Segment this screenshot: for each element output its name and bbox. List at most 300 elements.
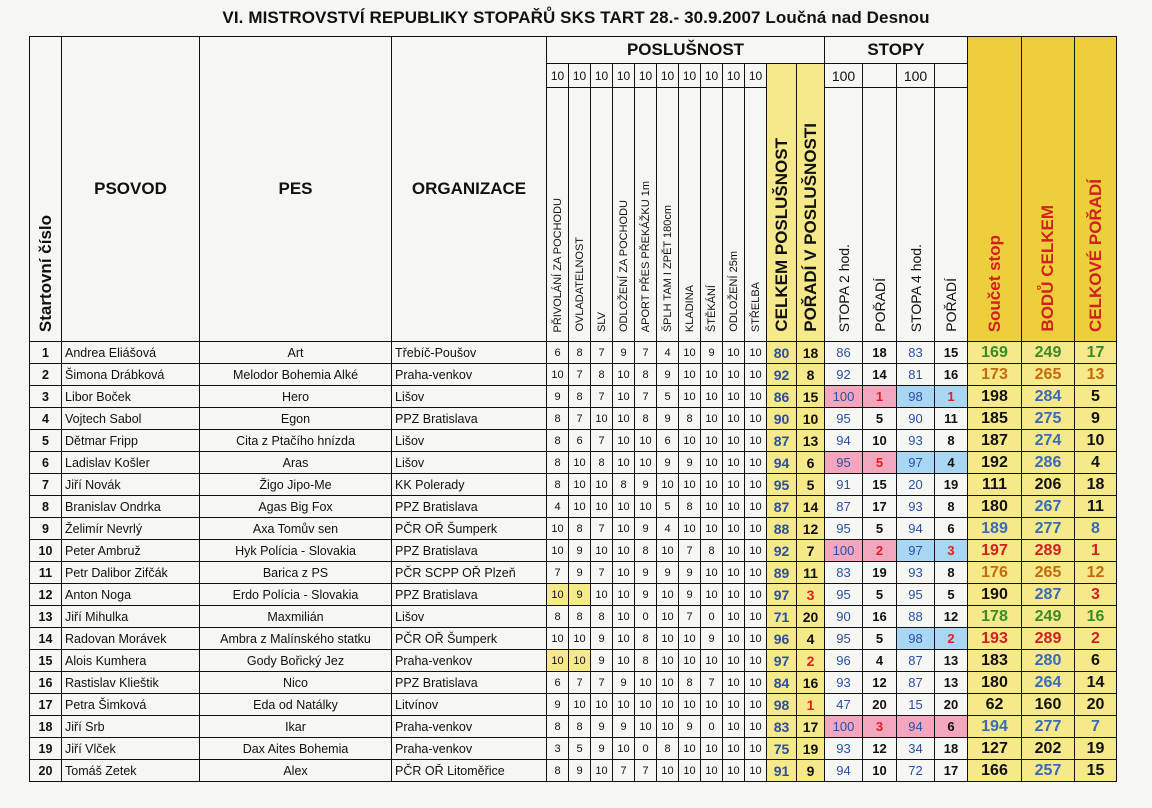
dog-cell: Ambra z Malínského statku (200, 628, 392, 650)
points-total-cell: 206 (1022, 474, 1075, 496)
track4-score-cell: 87 (897, 650, 935, 672)
points-total-cell: 280 (1022, 650, 1075, 672)
obedience-score-cell: 10 (745, 452, 767, 474)
obedience-score-cell: 7 (569, 408, 591, 430)
track4-score-cell: 87 (897, 672, 935, 694)
obedience-score-cell: 10 (745, 738, 767, 760)
points-total-cell: 277 (1022, 518, 1075, 540)
obedience-score-cell: 10 (613, 606, 635, 628)
obedience-score-cell: 10 (745, 518, 767, 540)
track4-score-cell: 93 (897, 496, 935, 518)
org-cell: PPZ Bratislava (392, 496, 547, 518)
obedience-score-cell: 9 (569, 584, 591, 606)
table-row (30, 628, 1117, 650)
org-cell: PČR SCPP OŘ Plzeň (392, 562, 547, 584)
table-row (30, 496, 1117, 518)
obedience-score-cell: 10 (723, 760, 745, 782)
obedience-score-cell: 10 (613, 452, 635, 474)
obedience-score-cell: 9 (547, 386, 569, 408)
obedience-score-cell: 10 (723, 496, 745, 518)
obedience-score-cell: 10 (657, 584, 679, 606)
obedience-score-cell: 10 (547, 584, 569, 606)
handler-cell: Petr Dalibor Zifčák (62, 562, 200, 584)
table-row (30, 408, 1117, 430)
obedience-score-cell: 5 (657, 386, 679, 408)
obedience-score-cell: 9 (657, 562, 679, 584)
obedience-score-cell: 10 (745, 628, 767, 650)
obedience-score-cell: 8 (569, 342, 591, 364)
obedience-score-cell: 10 (723, 738, 745, 760)
obedience-score-cell: 7 (679, 606, 701, 628)
handler-cell: Jiří Novák (62, 474, 200, 496)
obedience-score-cell: 8 (591, 452, 613, 474)
col-header-obedience-total: CELKEM POSLUŠNOST (767, 64, 797, 342)
col-header-points-total: BODŮ CELKEM (1022, 37, 1075, 342)
obedience-score-cell: 9 (679, 562, 701, 584)
obedience-score-cell: 7 (635, 760, 657, 782)
obedience-score-cell: 10 (745, 342, 767, 364)
org-cell: PČR OŘ Litoměřice (392, 760, 547, 782)
obedience-rank-cell: 11 (797, 562, 825, 584)
obedience-score-cell: 9 (569, 562, 591, 584)
table-row (30, 650, 1117, 672)
tracks-sum-cell: 189 (968, 518, 1022, 540)
obedience-score-cell: 10 (613, 628, 635, 650)
overall-rank-cell: 10 (1075, 430, 1117, 452)
start-number-cell: 19 (30, 738, 62, 760)
obedience-score-cell: 10 (723, 694, 745, 716)
track2-rank-cell: 5 (863, 452, 897, 474)
obedience-rank-cell: 2 (797, 650, 825, 672)
obedience-score-cell: 10 (547, 650, 569, 672)
tracks-sum-cell: 173 (968, 364, 1022, 386)
obedience-score-cell: 10 (723, 430, 745, 452)
col-header-org: ORGANIZACE (392, 37, 547, 342)
obedience-score-cell: 10 (701, 562, 723, 584)
handler-cell: Ladislav Košler (62, 452, 200, 474)
start-number-cell: 11 (30, 562, 62, 584)
obedience-score-cell: 10 (613, 496, 635, 518)
obedience-score-cell: 10 (723, 628, 745, 650)
track2-rank-cell: 3 (863, 716, 897, 738)
obedience-score-cell: 10 (591, 694, 613, 716)
obedience-max: 10 (635, 64, 657, 88)
track4-rank-cell: 8 (935, 496, 968, 518)
dog-cell: Egon (200, 408, 392, 430)
obedience-total-cell: 94 (767, 452, 797, 474)
overall-rank-cell: 11 (1075, 496, 1117, 518)
dog-cell: Cita z Ptačího hnízda (200, 430, 392, 452)
table-row (30, 562, 1117, 584)
obedience-score-cell: 10 (701, 584, 723, 606)
obedience-score-cell: 9 (569, 760, 591, 782)
dog-cell: Gody Bořický Jez (200, 650, 392, 672)
obedience-score-cell: 10 (701, 650, 723, 672)
track4-rank-cell: 16 (935, 364, 968, 386)
org-cell: PPZ Bratislava (392, 584, 547, 606)
table-row (30, 584, 1117, 606)
obedience-score-cell: 10 (635, 716, 657, 738)
points-total-cell: 287 (1022, 584, 1075, 606)
points-total-cell: 275 (1022, 408, 1075, 430)
obedience-score-cell: 10 (745, 584, 767, 606)
points-total-cell: 265 (1022, 364, 1075, 386)
org-cell: Lišov (392, 452, 547, 474)
org-cell: Praha-venkov (392, 650, 547, 672)
dog-cell: Barica z PS (200, 562, 392, 584)
start-number-cell: 1 (30, 342, 62, 364)
obedience-score-cell: 10 (723, 518, 745, 540)
obedience-score-cell: 8 (635, 408, 657, 430)
results-table (29, 36, 1117, 782)
col-header-overall-rank: CELKOVÉ POŘADÍ (1075, 37, 1117, 342)
org-cell: Lišov (392, 386, 547, 408)
obedience-total-cell: 87 (767, 496, 797, 518)
obedience-rank-cell: 14 (797, 496, 825, 518)
overall-rank-cell: 7 (1075, 716, 1117, 738)
table-row (30, 716, 1117, 738)
obedience-score-cell: 10 (569, 496, 591, 518)
obedience-total-cell: 97 (767, 650, 797, 672)
obedience-score-cell: 8 (569, 518, 591, 540)
obedience-score-cell: 10 (745, 540, 767, 562)
points-total-cell: 289 (1022, 628, 1075, 650)
dog-cell: Eda od Natálky (200, 694, 392, 716)
obedience-score-cell: 9 (613, 342, 635, 364)
table-row (30, 474, 1117, 496)
tracks-sum-cell: 166 (968, 760, 1022, 782)
handler-cell: Jiří Srb (62, 716, 200, 738)
obedience-max: 10 (547, 64, 569, 88)
obedience-score-cell: 10 (723, 650, 745, 672)
obedience-score-cell: 8 (547, 474, 569, 496)
tracks-sum-cell: 185 (968, 408, 1022, 430)
table-row (30, 342, 1117, 364)
obedience-total-cell: 92 (767, 364, 797, 386)
points-total-cell: 267 (1022, 496, 1075, 518)
obedience-score-cell: 10 (569, 474, 591, 496)
obedience-score-cell: 10 (635, 452, 657, 474)
overall-rank-cell: 12 (1075, 562, 1117, 584)
obedience-score-cell: 10 (679, 474, 701, 496)
obedience-score-cell: 10 (657, 672, 679, 694)
org-cell: Praha-venkov (392, 716, 547, 738)
org-cell: Třebíč-Poušov (392, 342, 547, 364)
obedience-score-cell: 10 (613, 562, 635, 584)
obedience-score-cell: 10 (613, 584, 635, 606)
tracks-sum-cell: 198 (968, 386, 1022, 408)
obedience-total-cell: 97 (767, 584, 797, 606)
obedience-score-cell: 10 (679, 386, 701, 408)
obedience-total-cell: 80 (767, 342, 797, 364)
obedience-score-cell: 10 (745, 364, 767, 386)
handler-cell: Šimona Drábková (62, 364, 200, 386)
tracks-sum-cell: 183 (968, 650, 1022, 672)
track4-score-cell: 88 (897, 606, 935, 628)
overall-rank-cell: 8 (1075, 518, 1117, 540)
track2-rank-cell: 4 (863, 650, 897, 672)
obedience-score-cell: 10 (657, 650, 679, 672)
obedience-total-cell: 89 (767, 562, 797, 584)
obedience-score-cell: 10 (723, 716, 745, 738)
overall-rank-cell: 6 (1075, 650, 1117, 672)
org-cell: Litvínov (392, 694, 547, 716)
track4-score-cell: 98 (897, 386, 935, 408)
track4-score-cell: 90 (897, 408, 935, 430)
handler-cell: Jiří Vlček (62, 738, 200, 760)
obedience-score-cell: 10 (657, 540, 679, 562)
col-header-track2-rank: POŘADÍ (863, 88, 897, 342)
obedience-score-cell: 8 (591, 606, 613, 628)
obedience-score-cell: 10 (723, 342, 745, 364)
track4-score-cell: 83 (897, 342, 935, 364)
handler-cell: Libor Boček (62, 386, 200, 408)
start-number-cell: 3 (30, 386, 62, 408)
col-header-ob-2: OVLADATELNOST (569, 88, 591, 342)
track4-max-spacer (935, 64, 968, 88)
track2-score-cell: 90 (825, 606, 863, 628)
obedience-score-cell: 10 (657, 760, 679, 782)
tracks-sum-cell: 190 (968, 584, 1022, 606)
col-header-ob-10: STŘELBA (745, 88, 767, 342)
obedience-score-cell: 0 (701, 606, 723, 628)
start-number-cell: 9 (30, 518, 62, 540)
track4-rank-cell: 4 (935, 452, 968, 474)
points-total-cell: 202 (1022, 738, 1075, 760)
start-number-cell: 13 (30, 606, 62, 628)
obedience-score-cell: 10 (613, 694, 635, 716)
obedience-total-cell: 83 (767, 716, 797, 738)
obedience-max: 10 (723, 64, 745, 88)
obedience-score-cell: 10 (745, 562, 767, 584)
obedience-score-cell: 9 (635, 562, 657, 584)
table-row (30, 386, 1117, 408)
col-header-ob-8: ŠTĚKÁNÍ (701, 88, 723, 342)
obedience-score-cell: 7 (635, 386, 657, 408)
dog-cell: Nico (200, 672, 392, 694)
obedience-score-cell: 10 (701, 760, 723, 782)
dog-cell: Art (200, 342, 392, 364)
track4-rank-cell: 1 (935, 386, 968, 408)
obedience-score-cell: 10 (679, 738, 701, 760)
obedience-score-cell: 9 (635, 474, 657, 496)
points-total-cell: 277 (1022, 716, 1075, 738)
dog-cell: Žigo Jipo-Me (200, 474, 392, 496)
track2-score-cell: 100 (825, 540, 863, 562)
obedience-score-cell: 10 (613, 650, 635, 672)
points-total-cell: 257 (1022, 760, 1075, 782)
track2-max: 100 (825, 64, 863, 88)
points-total-cell: 289 (1022, 540, 1075, 562)
points-total-cell: 249 (1022, 606, 1075, 628)
dog-cell: Alex (200, 760, 392, 782)
obedience-score-cell: 6 (569, 430, 591, 452)
obedience-score-cell: 8 (547, 716, 569, 738)
track4-rank-cell: 13 (935, 650, 968, 672)
col-header-track2: STOPA 2 hod. (825, 88, 863, 342)
obedience-score-cell: 10 (679, 430, 701, 452)
track2-score-cell: 95 (825, 518, 863, 540)
obedience-total-cell: 84 (767, 672, 797, 694)
obedience-score-cell: 10 (657, 474, 679, 496)
overall-rank-cell: 18 (1075, 474, 1117, 496)
overall-rank-cell: 20 (1075, 694, 1117, 716)
obedience-score-cell: 7 (591, 518, 613, 540)
obedience-rank-cell: 13 (797, 430, 825, 452)
obedience-score-cell: 8 (547, 430, 569, 452)
table-row (30, 672, 1117, 694)
track4-rank-cell: 18 (935, 738, 968, 760)
obedience-score-cell: 10 (723, 606, 745, 628)
start-number-cell: 10 (30, 540, 62, 562)
track4-rank-cell: 15 (935, 342, 968, 364)
obedience-rank-cell: 9 (797, 760, 825, 782)
track4-score-cell: 95 (897, 584, 935, 606)
track4-rank-cell: 19 (935, 474, 968, 496)
track2-score-cell: 87 (825, 496, 863, 518)
tracks-sum-cell: 180 (968, 496, 1022, 518)
table-row (30, 364, 1117, 386)
track2-score-cell: 95 (825, 408, 863, 430)
obedience-score-cell: 10 (701, 386, 723, 408)
obedience-score-cell: 9 (657, 364, 679, 386)
track4-score-cell: 98 (897, 628, 935, 650)
org-cell: Lišov (392, 430, 547, 452)
col-header-tracks-sum: Součet stop (968, 37, 1022, 342)
obedience-score-cell: 10 (679, 694, 701, 716)
org-cell: PČR OŘ Šumperk (392, 518, 547, 540)
obedience-score-cell: 10 (547, 540, 569, 562)
group-header-tracks: STOPY (825, 37, 968, 64)
track2-score-cell: 95 (825, 628, 863, 650)
track4-rank-cell: 17 (935, 760, 968, 782)
obedience-score-cell: 5 (569, 738, 591, 760)
handler-cell: Andrea Eliášová (62, 342, 200, 364)
dog-cell: Maxmilián (200, 606, 392, 628)
obedience-score-cell: 9 (679, 716, 701, 738)
obedience-score-cell: 7 (591, 430, 613, 452)
tracks-sum-cell: 180 (968, 672, 1022, 694)
page-title: VI. MISTROVSTVÍ REPUBLIKY STOPAŘŮ SKS TART 28.- 30.9.2007 Loučná nad Desnou (222, 8, 930, 27)
obedience-score-cell: 3 (547, 738, 569, 760)
obedience-score-cell: 7 (547, 562, 569, 584)
table-row (30, 518, 1117, 540)
track2-rank-cell: 14 (863, 364, 897, 386)
handler-cell: Vojtech Sabol (62, 408, 200, 430)
start-number-cell: 18 (30, 716, 62, 738)
obedience-max: 10 (701, 64, 723, 88)
track2-rank-cell: 5 (863, 628, 897, 650)
obedience-score-cell: 8 (635, 364, 657, 386)
track2-score-cell: 94 (825, 760, 863, 782)
obedience-max: 10 (569, 64, 591, 88)
org-cell: Lišov (392, 606, 547, 628)
points-total-cell: 160 (1022, 694, 1075, 716)
obedience-score-cell: 4 (657, 518, 679, 540)
obedience-score-cell: 10 (679, 650, 701, 672)
track4-score-cell: 94 (897, 518, 935, 540)
obedience-score-cell: 9 (701, 628, 723, 650)
obedience-score-cell: 10 (613, 386, 635, 408)
handler-cell: Radovan Morávek (62, 628, 200, 650)
obedience-score-cell: 8 (547, 760, 569, 782)
dog-cell: Ikar (200, 716, 392, 738)
obedience-score-cell: 7 (591, 342, 613, 364)
obedience-score-cell: 10 (723, 364, 745, 386)
start-number-cell: 20 (30, 760, 62, 782)
track4-rank-cell: 2 (935, 628, 968, 650)
handler-cell: Tomáš Zetek (62, 760, 200, 782)
track4-rank-cell: 6 (935, 716, 968, 738)
handler-cell: Dětmar Fripp (62, 430, 200, 452)
track4-score-cell: 97 (897, 540, 935, 562)
track2-score-cell: 92 (825, 364, 863, 386)
obedience-score-cell: 4 (657, 342, 679, 364)
track4-rank-cell: 12 (935, 606, 968, 628)
org-cell: PČR OŘ Šumperk (392, 628, 547, 650)
obedience-score-cell: 10 (745, 694, 767, 716)
track2-rank-cell: 12 (863, 738, 897, 760)
obedience-score-cell: 9 (591, 628, 613, 650)
obedience-score-cell: 10 (635, 430, 657, 452)
overall-rank-cell: 17 (1075, 342, 1117, 364)
obedience-score-cell: 6 (547, 672, 569, 694)
dog-cell: Agas Big Fox (200, 496, 392, 518)
obedience-score-cell: 10 (547, 364, 569, 386)
col-header-obedience-rank: POŘADÍ V POSLUŠNOSTI (797, 64, 825, 342)
obedience-score-cell: 10 (723, 474, 745, 496)
track2-rank-cell: 19 (863, 562, 897, 584)
col-header-start-no: Startovní číslo (30, 37, 62, 342)
table-row (30, 738, 1117, 760)
handler-cell: Jiří Mihulka (62, 606, 200, 628)
org-cell: Praha-venkov (392, 738, 547, 760)
obedience-score-cell: 10 (613, 738, 635, 760)
obedience-score-cell: 9 (701, 342, 723, 364)
track2-rank-cell: 15 (863, 474, 897, 496)
obedience-score-cell: 8 (569, 606, 591, 628)
obedience-score-cell: 10 (591, 408, 613, 430)
obedience-score-cell: 8 (547, 408, 569, 430)
track4-rank-cell: 8 (935, 430, 968, 452)
obedience-score-cell: 7 (591, 672, 613, 694)
obedience-score-cell: 10 (723, 452, 745, 474)
obedience-rank-cell: 1 (797, 694, 825, 716)
col-header-dog: PES (200, 37, 392, 342)
obedience-score-cell: 9 (679, 584, 701, 606)
org-cell: PPZ Bratislava (392, 408, 547, 430)
obedience-score-cell: 8 (635, 540, 657, 562)
dog-cell: Aras (200, 452, 392, 474)
obedience-score-cell: 10 (569, 628, 591, 650)
obedience-score-cell: 9 (591, 650, 613, 672)
col-header-ob-1: PŘIVOLÁNÍ ZA POCHODU (547, 88, 569, 342)
track4-score-cell: 34 (897, 738, 935, 760)
start-number-cell: 17 (30, 694, 62, 716)
obedience-score-cell: 8 (613, 474, 635, 496)
tracks-sum-cell: 169 (968, 342, 1022, 364)
obedience-score-cell: 10 (745, 760, 767, 782)
track2-score-cell: 100 (825, 716, 863, 738)
obedience-score-cell: 10 (745, 430, 767, 452)
obedience-rank-cell: 20 (797, 606, 825, 628)
track4-score-cell: 15 (897, 694, 935, 716)
obedience-rank-cell: 4 (797, 628, 825, 650)
tracks-sum-cell: 62 (968, 694, 1022, 716)
track4-score-cell: 97 (897, 452, 935, 474)
col-header-ob-3: SLV (591, 88, 613, 342)
obedience-total-cell: 71 (767, 606, 797, 628)
